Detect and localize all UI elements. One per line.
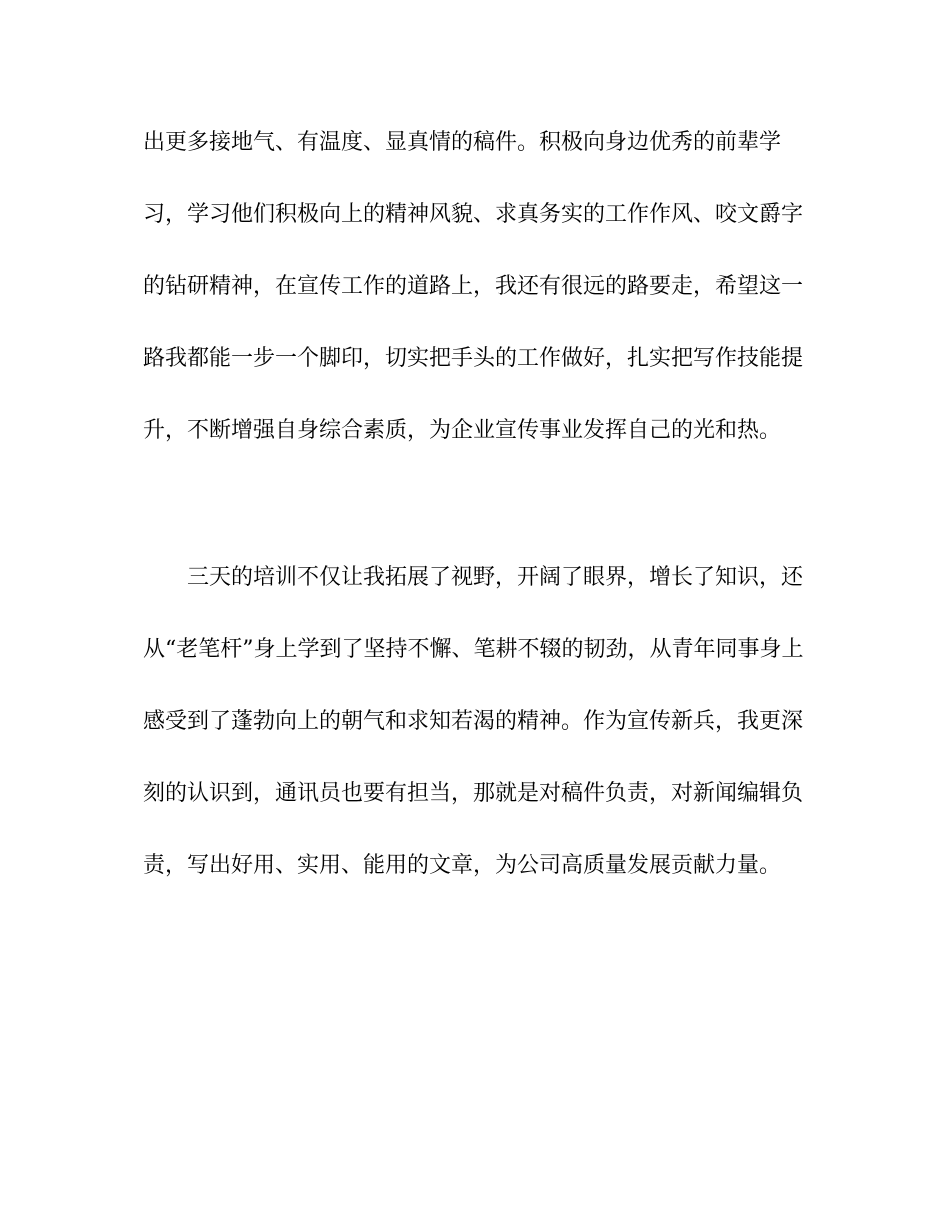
text-line: 感受到了蓬勃向上的朝气和求知若渴的精神。作为宣传新兵，我更深 — [143, 709, 804, 734]
text-line: 刻的认识到，通讯员也要有担当，那就是对稿件负责，对新闻编辑负 — [143, 781, 804, 806]
text-line: 的钻研精神，在宣传工作的道路上，我还有很远的路要走，希望这一 — [143, 274, 804, 299]
text-line: 路我都能一步一个脚印，切实把手头的工作做好，扎实把写作技能提 — [143, 346, 804, 371]
paragraph-1 — [143, 127, 808, 487]
paragraph-2 — [143, 562, 808, 922]
text-line: 习，学习他们积极向上的精神风貌、求真务实的工作作风、咬文爵字 — [143, 202, 804, 227]
text-line: 三天的培训不仅让我拓展了视野，开阔了眼界，增长了知识，还 — [187, 565, 804, 590]
text-line: 从“老笔杆”身上学到了坚持不懈、笔耕不辍的韧劲，从青年同事身上 — [143, 637, 804, 662]
text-line: 出更多接地气、有温度、显真情的稿件。积极向身边优秀的前辈学 — [143, 130, 782, 155]
text-line: 责，写出好用、实用、能用的文章，为公司高质量发展贡献力量。 — [143, 853, 782, 878]
text-line: 升，不断增强自身综合素质，为企业宣传事业发挥自己的光和热。 — [143, 418, 782, 443]
